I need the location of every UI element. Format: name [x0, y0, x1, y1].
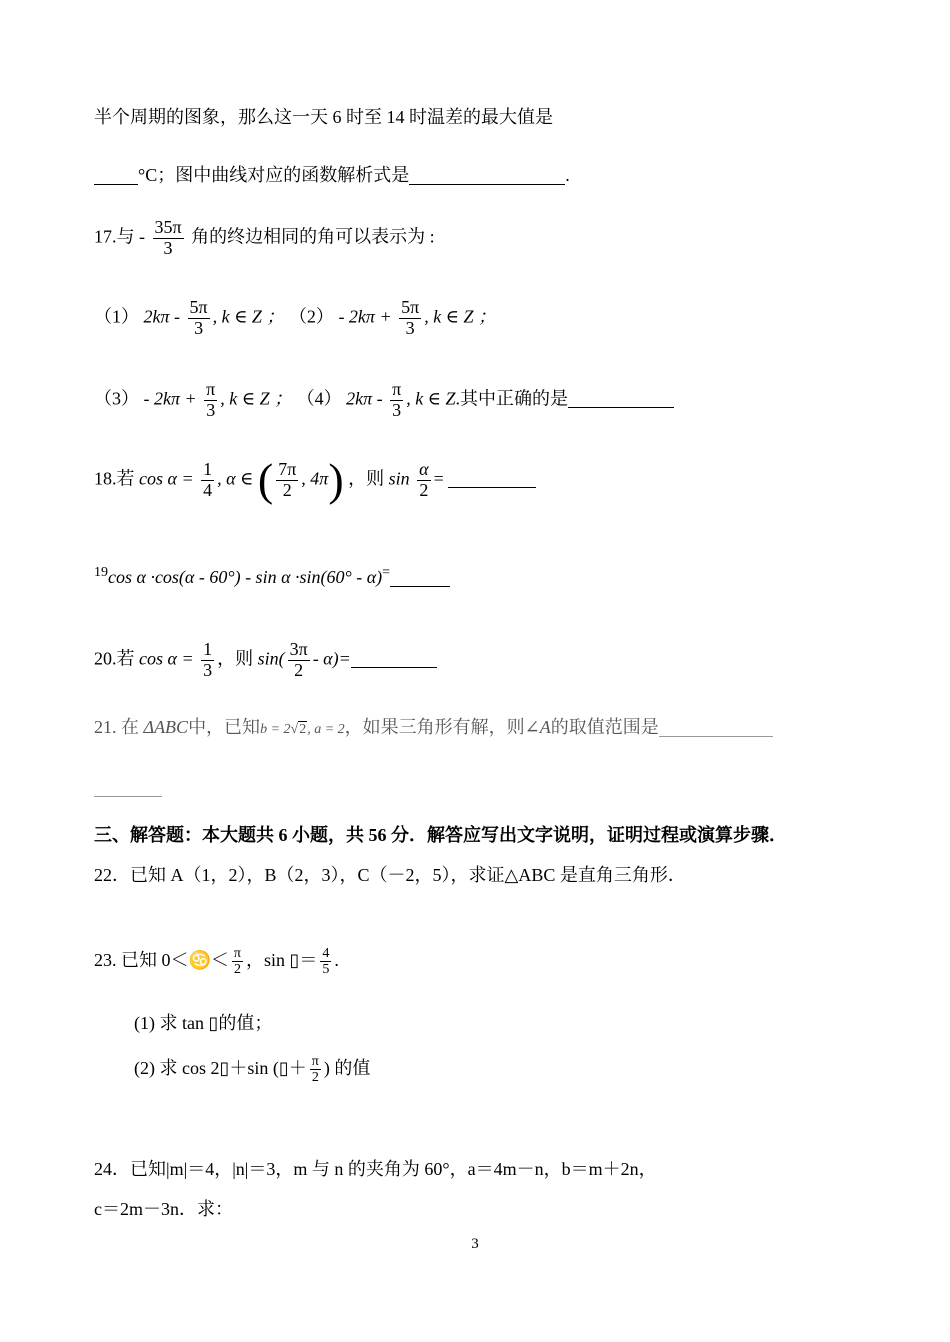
fraction-numerator: π	[206, 379, 216, 399]
fraction-denominator: 3	[206, 399, 216, 420]
fraction-numerator: 1	[203, 639, 213, 659]
fraction-denominator: 3	[194, 317, 204, 338]
answer-blank[interactable]	[409, 166, 565, 185]
q23-prefix: 23. 已知 0＜♋＜	[94, 950, 229, 971]
q21-sqrt: 2	[299, 722, 307, 737]
q17-options-row2	[94, 380, 674, 421]
fraction-numerator: π	[233, 946, 241, 961]
answer-blank[interactable]	[390, 568, 450, 587]
q16-line2	[94, 166, 570, 185]
option-label: （4）	[296, 388, 342, 409]
q21-b-value: b = 2	[260, 722, 291, 737]
option-expr: , k ∈ Z	[406, 388, 456, 409]
answer-blank[interactable]	[568, 389, 674, 408]
option-expr: 2kπ -	[346, 388, 383, 409]
option-label: （2）	[288, 306, 334, 327]
q18-prefix: 18.若	[94, 468, 135, 489]
fraction-numerator: 1	[203, 459, 213, 479]
q17-options-row1	[94, 298, 496, 339]
q21-prefix: 21. 在	[94, 717, 139, 737]
option-fraction	[390, 380, 403, 421]
fraction-numerator: 5π	[401, 297, 420, 317]
q19-expression: cos α ·cos(α - 60°) - sin α ·sin(60° - α)	[108, 567, 383, 587]
fraction-denominator: 2	[233, 962, 241, 978]
q20-prefix: 20.若	[94, 648, 135, 669]
q18-cos: cos α =	[139, 468, 194, 489]
answer-blank[interactable]	[448, 469, 536, 488]
q23-sub2-text: (2) 求 cos 2▯＋sin (▯＋	[134, 1058, 307, 1079]
answer-blank[interactable]	[659, 718, 773, 737]
q20-cos: cos α =	[139, 648, 194, 669]
q23-fraction	[232, 946, 243, 978]
fraction-denominator: 3	[163, 237, 173, 258]
q23-fraction	[310, 1054, 321, 1086]
q18-fraction	[201, 460, 214, 501]
option-expr: - 2kπ +	[143, 388, 197, 409]
answer-blank[interactable]	[351, 649, 437, 668]
fraction-denominator: 4	[203, 479, 213, 500]
q23-end: .	[334, 950, 339, 971]
fraction-denominator: 5	[322, 962, 330, 978]
q18-fraction	[417, 460, 430, 501]
q21-tail2: 的取值范围是	[550, 717, 659, 737]
q16-line1: 半个周期的图象，那么这一天 6 时至 14 时温差的最大值是	[94, 107, 553, 127]
option-fraction	[188, 298, 210, 339]
fraction-denominator: 2	[311, 1070, 319, 1086]
fraction-denominator: 3	[392, 399, 402, 420]
q18-then: ，则	[348, 468, 385, 489]
section-heading: 三、解答题：本大题共 6 小题，共 56 分．解答应写出文字说明，证明过程或演算步骤．	[94, 825, 787, 845]
fraction-numerator: 3π	[289, 639, 308, 659]
q19	[94, 566, 450, 587]
q20	[94, 640, 437, 681]
right-paren-icon: )	[328, 453, 344, 505]
option-label: （3）	[94, 388, 139, 409]
q18-fraction	[276, 460, 298, 501]
option-expr: , k ∈ Z ；	[220, 388, 293, 409]
option-expr: 2kπ -	[143, 306, 181, 327]
q18	[94, 453, 536, 505]
q20-fraction	[201, 640, 214, 681]
answer-blank[interactable]	[94, 166, 138, 185]
fraction-denominator: 3	[203, 659, 213, 680]
fraction-numerator: 4	[322, 946, 330, 961]
option-expr: , k ∈ Z ；	[212, 306, 285, 327]
fraction-numerator: π	[392, 379, 402, 399]
option-expr: , k ∈ Z ；	[424, 306, 497, 327]
q20-tail: - α)=	[312, 648, 351, 669]
option-fraction	[399, 298, 421, 339]
q23-sub2-tail: ) 的值	[323, 1058, 371, 1079]
q17-prefix: 17.与 -	[94, 226, 145, 247]
q23-fraction	[320, 946, 331, 978]
q21: 21. 在 ΔABC中，已知b = 2√2, a = 2，如果三角形有解，则∠A的取值范围是	[94, 718, 773, 737]
q20-fraction	[288, 640, 310, 681]
option-label: （1）	[94, 306, 139, 327]
left-paren-icon: (	[257, 453, 274, 505]
q17-stem	[94, 218, 435, 259]
fraction-numerator: 35π	[154, 217, 182, 237]
fraction-numerator: π	[311, 1054, 319, 1069]
q24-line1: 24．已知|m|＝4，|n|＝3，m 与 n 的夹角为 60°，a＝4m－n，b＝m＋2n，	[94, 1159, 657, 1179]
q23-sub1: (1) 求 tan ▯的值；	[134, 1013, 273, 1033]
q21-triangle: ΔABC	[143, 717, 189, 737]
q19-eq: =	[382, 565, 391, 580]
fraction-denominator: 2	[294, 659, 304, 680]
q23-mid: ，sin ▯＝	[246, 950, 318, 971]
page-number: 3	[471, 1236, 479, 1252]
q17-fraction	[153, 218, 184, 259]
q18-sin: sin	[388, 468, 410, 489]
fraction-numerator: 5π	[189, 297, 208, 317]
fraction-denominator: 2	[419, 479, 429, 500]
q19-number: 19	[94, 565, 108, 580]
fraction-denominator: 2	[282, 479, 292, 500]
q16-unit-text: °C；图中曲线对应的函数解析式是	[138, 165, 410, 185]
q23-sub2	[134, 1054, 370, 1086]
fraction-numerator: α	[419, 459, 429, 479]
q21-tail: ，如果三角形有解，则	[344, 717, 525, 737]
q16-end: .	[565, 165, 570, 185]
q21-a-value: , a = 2	[307, 722, 345, 737]
fraction-numerator: 7π	[278, 459, 297, 479]
option-fraction	[204, 380, 217, 421]
q23-stem	[94, 946, 339, 978]
q24-line2: c＝2m－3n．求：	[94, 1199, 233, 1219]
q18-range-end: , 4π	[301, 468, 329, 489]
q21-mid: 中，已知	[188, 717, 261, 737]
q17-suffix: 角的终边相同的角可以表示为 :	[191, 226, 435, 247]
q22: 22．已知 A（1，2），B（2，3），C（－2，5），求证△ABC 是直角三角形．	[94, 865, 686, 885]
option-expr: - 2kπ +	[338, 306, 392, 327]
q18-alpha-in: , α ∈	[217, 468, 254, 489]
q20-sin: sin(	[257, 648, 285, 669]
q18-eq: =	[433, 468, 444, 489]
q17-question-tail: .其中正确的是	[455, 388, 569, 409]
fraction-denominator: 3	[405, 317, 415, 338]
q21-angle: ∠A	[524, 717, 551, 737]
answer-blank-continuation[interactable]	[94, 796, 162, 797]
q20-then: ，则	[217, 648, 254, 669]
